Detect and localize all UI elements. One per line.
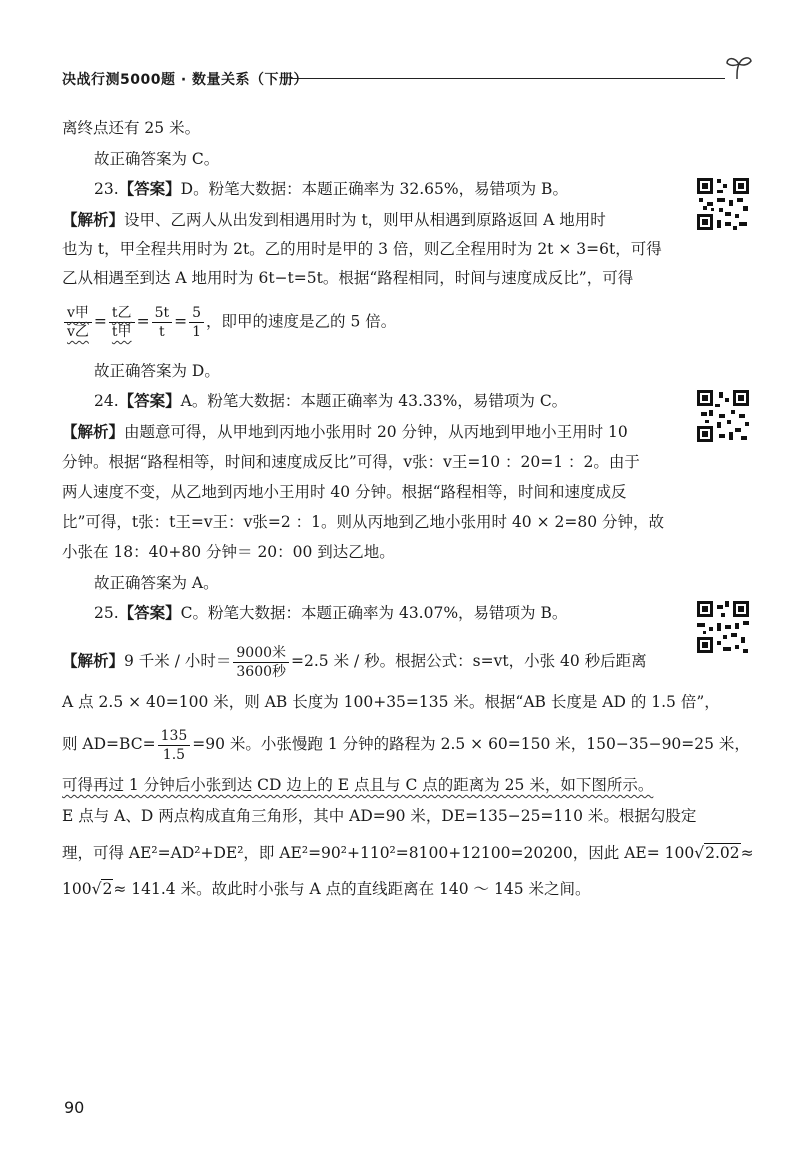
q24-analysis-text: 由题意可得，从甲地到丙地小张用时 20 分钟，从丙地到甲地小王用时 10 (124, 423, 628, 441)
q23-number: 23. (94, 180, 119, 198)
q25-analysis-line (62, 725, 750, 764)
q25-analysis-text: =90 米。小张慢跑 1 分钟的路程为 2.5 × 60=150 米，150−35−90=25 米， (192, 735, 750, 753)
q25-answer-text: C。粉笔大数据：本题正确率为 43.07%，易错项为 B。 (180, 604, 568, 622)
qr-code-icon[interactable] (695, 176, 751, 232)
qr-code-icon[interactable] (695, 388, 751, 444)
q23-analysis-text: 设甲、乙两人从出发到相遇用时为 t，则甲从相遇到原路返回 A 地用时 (124, 211, 606, 229)
analysis-tag: 【解析】 (62, 423, 125, 441)
header-title: 决战行测5000题 · 数量关系（下册） (62, 72, 309, 88)
q23-answer-text: D。粉笔大数据：本题正确率为 32.65%，易错项为 B。 (180, 180, 568, 198)
q25-analysis-line: E 点与 A、D 两点构成直角三角形，其中 AD=90 米，DE=135−25=110 米。根据勾股定 (62, 807, 697, 825)
q25-analysis-line (62, 774, 653, 796)
sqrt: √2.02 (694, 844, 740, 862)
conclusion-line: 故正确答案为 D。 (94, 362, 220, 380)
q25-analysis-text: =2.5 米 / 秒。根据公式：s=vt，小张 40 秒后距离 (291, 652, 647, 670)
q25-analysis-text: 100 (62, 880, 92, 898)
q23-analysis-line (62, 209, 606, 231)
q24-answer-text: A。粉笔大数据：本题正确率为 43.33%，易错项为 C。 (180, 392, 568, 410)
q24-analysis-line: 两人速度不变，从乙地到丙地小王用时 40 分钟。根据“路程相等，时间和速度成反 (62, 483, 627, 501)
page-number: 90 (64, 1098, 85, 1117)
answer-tag: 【答案】 (118, 392, 181, 410)
q25-analysis-line: A 点 2.5 × 40=100 米，则 AB 长度为 100+35=135 米。根据“AB 长度是 AD 的 1.5 倍”， (62, 693, 720, 711)
qr-code-icon[interactable] (695, 599, 751, 655)
text-line: 离终点还有 25 米。 (62, 119, 201, 137)
q25-answer-line (94, 602, 567, 624)
fraction: $\frac{\text{9000米}}{\text{3600秒}}$ (233, 644, 289, 681)
q25-analysis-text: 则 AD=BC= (62, 735, 156, 753)
fraction: $\frac{\text{v甲}}{\text{v乙}}$ (64, 304, 92, 341)
q23-analysis-line: 也为 t，甲全程共用时为 2t。乙的用时是甲的 3 倍，则乙全程用时为 2t × 3=6t，可得 (62, 240, 662, 258)
sprout-icon (724, 52, 754, 82)
q25-number: 25. (94, 604, 119, 622)
answer-tag: 【答案】 (118, 180, 181, 198)
q24-analysis-line: 分钟。根据“路程相等，时间和速度成反比”可得，v张：v王=10 ：20=1 ：2。由于 (62, 453, 640, 471)
fraction: $\frac{135}{1.5}$ (158, 727, 191, 764)
q23-answer-line (94, 178, 568, 200)
q24-analysis-line (62, 421, 628, 443)
fraction: $\frac{\text{t乙}}{\text{t甲}}$ (109, 304, 135, 341)
q23-formula-text: ，即甲的速度是乙的 5 倍。 (206, 312, 397, 331)
q24-number: 24. (94, 392, 119, 410)
q25-analysis-line: 理，可得 AE²=AD²+DE²，即 AE²=90²+110²=8100+12100=20200，因此 AE= 100√2.02≈ (62, 844, 754, 862)
sqrt: √2 (91, 880, 113, 898)
q25-analysis-text: 理，可得 AE²=AD²+DE²，即 AE²=90²+110²=8100+12100=20200，因此 AE= 100 (62, 844, 695, 862)
q25-analysis-text: 可得再过 1 分钟后小张到达 CD 边上的 E 点且与 C 点的距离为 25 米，如下图所示。 (62, 776, 654, 794)
q25-analysis-text: ≈ 141.4 米。故此时小张与 A 点的直线距离在 140 ～ 145 米之间。 (113, 880, 591, 898)
analysis-tag: 【解析】 (62, 652, 125, 670)
q23-analysis-line: 乙从相遇至到达 A 地用时为 6t−t=5t。根据“路程相同，时间与速度成反比”，可得 (62, 269, 634, 287)
q25-analysis-text: 9 千米 / 小时＝ (124, 652, 232, 670)
q24-analysis-line: 比”可得，t张：t王=v王：v张=2 ：1。则从丙地到乙地小张用时 40 × 2=80 分钟，故 (62, 513, 665, 531)
fraction: $\frac{5t}{t}$ (152, 304, 173, 341)
q24-analysis-line: 小张在 18：40+80 分钟＝ 20：00 到达乙地。 (62, 543, 395, 561)
q23-formula-line: $\frac{\text{v甲}}{\text{v乙}}$ = $\frac{\text{t乙}}{\text{t甲}}$ = $\frac{5t}{t}$ = $\frac{5}{1}$ ，即甲的速度是乙的 5 倍。 (62, 304, 396, 341)
conclusion-line: 故正确答案为 A。 (94, 574, 219, 592)
q24-answer-line (94, 390, 567, 412)
q25-analysis-line (62, 642, 647, 681)
header-divider (290, 78, 725, 79)
fraction: $\frac{5}{1}$ (189, 304, 204, 341)
answer-tag: 【答案】 (118, 604, 181, 622)
analysis-tag: 【解析】 (62, 211, 125, 229)
q25-analysis-line (62, 878, 591, 900)
conclusion-line: 故正确答案为 C。 (94, 150, 220, 168)
